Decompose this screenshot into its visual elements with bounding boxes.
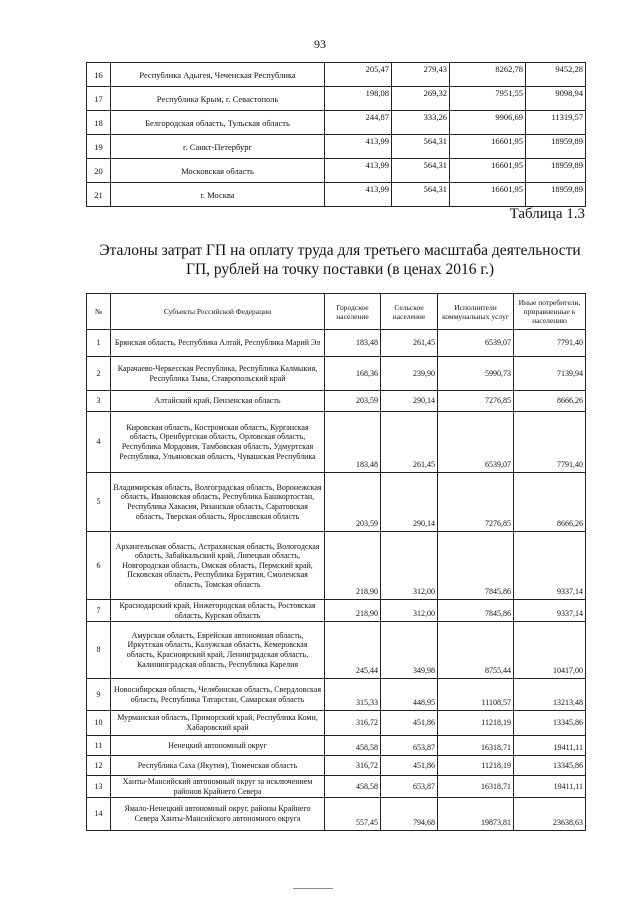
table-title bbox=[90, 241, 590, 279]
row-rural-value: 261,45 bbox=[381, 412, 438, 473]
row-utilities-value: 19873,81 bbox=[438, 798, 514, 831]
row-others-value: 11319,57 bbox=[526, 111, 586, 135]
row-urban-value: 316,72 bbox=[325, 756, 381, 776]
row-number: 16 bbox=[87, 63, 111, 87]
row-subject: г. Москва bbox=[111, 183, 325, 207]
row-others-value: 18959,89 bbox=[526, 159, 586, 183]
row-rural-value: 312,00 bbox=[381, 532, 438, 600]
row-subject: Брянская область, Республика Алтай, Республика Марий Эл bbox=[111, 330, 325, 357]
row-utilities-value: 7845,86 bbox=[438, 532, 514, 600]
row-urban-value: 458,58 bbox=[325, 776, 381, 798]
row-rural-value: 269,32 bbox=[392, 87, 450, 111]
row-others-value: 13345,86 bbox=[514, 711, 586, 736]
row-number: 5 bbox=[87, 473, 111, 532]
row-urban-value: 244,87 bbox=[325, 111, 392, 135]
row-number: 11 bbox=[87, 736, 111, 756]
row-subject: Владимирская область, Волгоградская область, Воронежская область, Ивановская область, Республика Башкортостан, Республика Хакасия, Рязанская область, Саратовская область, Тверская область, Ярославская область bbox=[111, 473, 325, 532]
row-subject: Кировская область, Костромская область, Курганская область, Оренбургская область, Орловская область, Республика Мордовия, Тамбовская область, Удмуртская Республика, Ульяновская область, Чувашская Республика bbox=[111, 412, 325, 473]
row-number: 4 bbox=[87, 412, 111, 473]
row-utilities-value: 16601,95 bbox=[450, 183, 526, 207]
row-utilities-value: 11108,57 bbox=[438, 679, 514, 711]
table-row bbox=[87, 756, 586, 776]
row-subject: Республика Адыгея, Чеченская Республика bbox=[111, 63, 325, 87]
row-number: 18 bbox=[87, 111, 111, 135]
row-number: 3 bbox=[87, 391, 111, 412]
row-subject: Белгородская область, Тульская область bbox=[111, 111, 325, 135]
table-row bbox=[87, 711, 586, 736]
row-utilities-value: 8755,44 bbox=[438, 622, 514, 679]
row-subject: г. Санкт-Петербург bbox=[111, 135, 325, 159]
header-row bbox=[87, 294, 586, 330]
table-row bbox=[87, 412, 586, 473]
header-subjects: Субъекты Российской Федерации bbox=[111, 294, 325, 330]
header-number: № bbox=[87, 294, 111, 330]
row-rural-value: 564,31 bbox=[392, 159, 450, 183]
table-row bbox=[87, 532, 586, 600]
row-others-value: 13213,48 bbox=[514, 679, 586, 711]
row-urban-value: 315,33 bbox=[325, 679, 381, 711]
row-number: 17 bbox=[87, 87, 111, 111]
table-row bbox=[87, 330, 586, 357]
table-row bbox=[87, 776, 586, 798]
row-subject: Ямало-Ненецкий автономный округ, районы Крайнего Севера Ханты-Мансийского автономного округа bbox=[111, 798, 325, 831]
row-rural-value: 448,95 bbox=[381, 679, 438, 711]
table-row bbox=[87, 63, 586, 87]
scan-mark bbox=[293, 888, 333, 889]
row-others-value: 9337,14 bbox=[514, 532, 586, 600]
row-urban-value: 203,59 bbox=[325, 473, 381, 532]
row-utilities-value: 16601,95 bbox=[450, 159, 526, 183]
row-urban-value: 205,47 bbox=[325, 63, 392, 87]
row-subject: Алтайский край, Пензенская область bbox=[111, 391, 325, 412]
row-subject: Республика Крым, г. Севастополь bbox=[111, 87, 325, 111]
row-subject: Республика Саха (Якутия), Тюменская область bbox=[111, 756, 325, 776]
row-utilities-value: 7845,86 bbox=[438, 600, 514, 622]
row-urban-value: 557,45 bbox=[325, 798, 381, 831]
row-rural-value: 349,98 bbox=[381, 622, 438, 679]
row-others-value: 18959,89 bbox=[526, 183, 586, 207]
row-subject: Новосибирская область, Челябинская область, Свердловская область, Республика Татарстан, Самарская область bbox=[111, 679, 325, 711]
row-subject: Ханты-Мансийский автономный округ за исключением районов Крайнего Севера bbox=[111, 776, 325, 798]
table-row bbox=[87, 679, 586, 711]
table-row bbox=[87, 87, 586, 111]
table-row bbox=[87, 111, 586, 135]
row-rural-value: 290,14 bbox=[381, 391, 438, 412]
row-others-value: 8666,26 bbox=[514, 391, 586, 412]
table-row bbox=[87, 135, 586, 159]
row-rural-value: 794,68 bbox=[381, 798, 438, 831]
row-rural-value: 451,86 bbox=[381, 756, 438, 776]
row-urban-value: 168,36 bbox=[325, 357, 381, 391]
row-utilities-value: 8262,78 bbox=[450, 63, 526, 87]
row-utilities-value: 6539,07 bbox=[438, 330, 514, 357]
row-rural-value: 290,14 bbox=[381, 473, 438, 532]
row-others-value: 7139,94 bbox=[514, 357, 586, 391]
row-number: 12 bbox=[87, 756, 111, 776]
row-number: 9 bbox=[87, 679, 111, 711]
header-utilities: Исполнители коммунальных услуг bbox=[438, 294, 514, 330]
row-number: 19 bbox=[87, 135, 111, 159]
row-number: 13 bbox=[87, 776, 111, 798]
header-rural: Сельское население bbox=[381, 294, 438, 330]
header-others: Иные потребители, приравненные к населению bbox=[514, 294, 586, 330]
row-urban-value: 245,44 bbox=[325, 622, 381, 679]
table-row bbox=[87, 798, 586, 831]
row-subject: Московская область bbox=[111, 159, 325, 183]
row-utilities-value: 7951,55 bbox=[450, 87, 526, 111]
row-others-value: 9098,94 bbox=[526, 87, 586, 111]
table-row bbox=[87, 391, 586, 412]
row-urban-value: 203,59 bbox=[325, 391, 381, 412]
row-number: 1 bbox=[87, 330, 111, 357]
row-urban-value: 183,48 bbox=[325, 412, 381, 473]
table-caption: Таблица 1.3 bbox=[509, 206, 585, 222]
row-rural-value: 564,31 bbox=[392, 183, 450, 207]
row-others-value: 7791,40 bbox=[514, 330, 586, 357]
row-others-value: 8666,26 bbox=[514, 473, 586, 532]
row-rural-value: 261,45 bbox=[381, 330, 438, 357]
row-number: 10 bbox=[87, 711, 111, 736]
table-title-line-1: Эталоны затрат ГП на оплату труда для третьего масштаба деятельности bbox=[99, 242, 581, 259]
row-rural-value: 279,43 bbox=[392, 63, 450, 87]
row-number: 7 bbox=[87, 600, 111, 622]
row-number: 21 bbox=[87, 183, 111, 207]
row-subject: Карачаево-Черкесская Республика, Республика Калмыкия, Республика Тыва, Ставропольский край bbox=[111, 357, 325, 391]
row-rural-value: 333,26 bbox=[392, 111, 450, 135]
row-others-value: 19411,11 bbox=[514, 776, 586, 798]
row-subject: Амурская область, Еврейская автономная область, Иркутская область, Калужская область, Кемеровская область, Красноярский край, Ленинградская область, Калининградская область, Республика Карелия bbox=[111, 622, 325, 679]
table-row bbox=[87, 622, 586, 679]
header-urban: Городское население bbox=[325, 294, 381, 330]
row-rural-value: 312,00 bbox=[381, 600, 438, 622]
row-rural-value: 653,87 bbox=[381, 776, 438, 798]
table-row bbox=[87, 473, 586, 532]
row-utilities-value: 6539,07 bbox=[438, 412, 514, 473]
row-urban-value: 183,48 bbox=[325, 330, 381, 357]
table-title-line-2: ГП, рублей на точку поставки (в ценах 2016 г.) bbox=[185, 261, 494, 278]
row-subject: Ненецкий автономный округ bbox=[111, 736, 325, 756]
row-utilities-value: 7276,85 bbox=[438, 473, 514, 532]
row-number: 6 bbox=[87, 532, 111, 600]
table-row bbox=[87, 357, 586, 391]
row-utilities-value: 5990,73 bbox=[438, 357, 514, 391]
row-others-value: 9337,14 bbox=[514, 600, 586, 622]
row-utilities-value: 7276,85 bbox=[438, 391, 514, 412]
row-subject: Архангельская область, Астраханская область, Вологодская область, Забайкальский край, Липецкая область, Новгородская область, Омская область, Пермский край, Псковская область, Республика Бурятия, Смоленская область, Томская область bbox=[111, 532, 325, 600]
row-others-value: 7791,40 bbox=[514, 412, 586, 473]
table-row bbox=[87, 600, 586, 622]
row-others-value: 10417,00 bbox=[514, 622, 586, 679]
row-urban-value: 413,99 bbox=[325, 159, 392, 183]
row-rural-value: 239,90 bbox=[381, 357, 438, 391]
row-others-value: 18959,89 bbox=[526, 135, 586, 159]
table-row bbox=[87, 159, 586, 183]
row-number: 2 bbox=[87, 357, 111, 391]
page-number: 93 bbox=[314, 37, 326, 51]
row-rural-value: 653,87 bbox=[381, 736, 438, 756]
row-utilities-value: 16318,71 bbox=[438, 736, 514, 756]
row-utilities-value: 16318,71 bbox=[438, 776, 514, 798]
row-rural-value: 451,86 bbox=[381, 711, 438, 736]
row-others-value: 23638,63 bbox=[514, 798, 586, 831]
row-others-value: 9452,28 bbox=[526, 63, 586, 87]
row-utilities-value: 16601,95 bbox=[450, 135, 526, 159]
row-number: 20 bbox=[87, 159, 111, 183]
top-table bbox=[86, 62, 586, 207]
row-urban-value: 458,58 bbox=[325, 736, 381, 756]
row-utilities-value: 11218,19 bbox=[438, 756, 514, 776]
row-urban-value: 218,90 bbox=[325, 600, 381, 622]
row-number: 14 bbox=[87, 798, 111, 831]
table-row bbox=[87, 736, 586, 756]
row-utilities-value: 11218,19 bbox=[438, 711, 514, 736]
row-urban-value: 316,72 bbox=[325, 711, 381, 736]
row-number: 8 bbox=[87, 622, 111, 679]
row-utilities-value: 9906,69 bbox=[450, 111, 526, 135]
row-urban-value: 198,08 bbox=[325, 87, 392, 111]
row-urban-value: 413,99 bbox=[325, 135, 392, 159]
row-rural-value: 564,31 bbox=[392, 135, 450, 159]
row-urban-value: 413,99 bbox=[325, 183, 392, 207]
main-table bbox=[86, 293, 586, 831]
row-others-value: 13345,86 bbox=[514, 756, 586, 776]
row-subject: Мурманская область, Приморский край, Республика Коми, Хабаровский край bbox=[111, 711, 325, 736]
row-others-value: 19411,11 bbox=[514, 736, 586, 756]
row-subject: Краснодарский край, Нижегородская область, Ростовская область, Курская область bbox=[111, 600, 325, 622]
row-urban-value: 218,90 bbox=[325, 532, 381, 600]
table-row bbox=[87, 183, 586, 207]
